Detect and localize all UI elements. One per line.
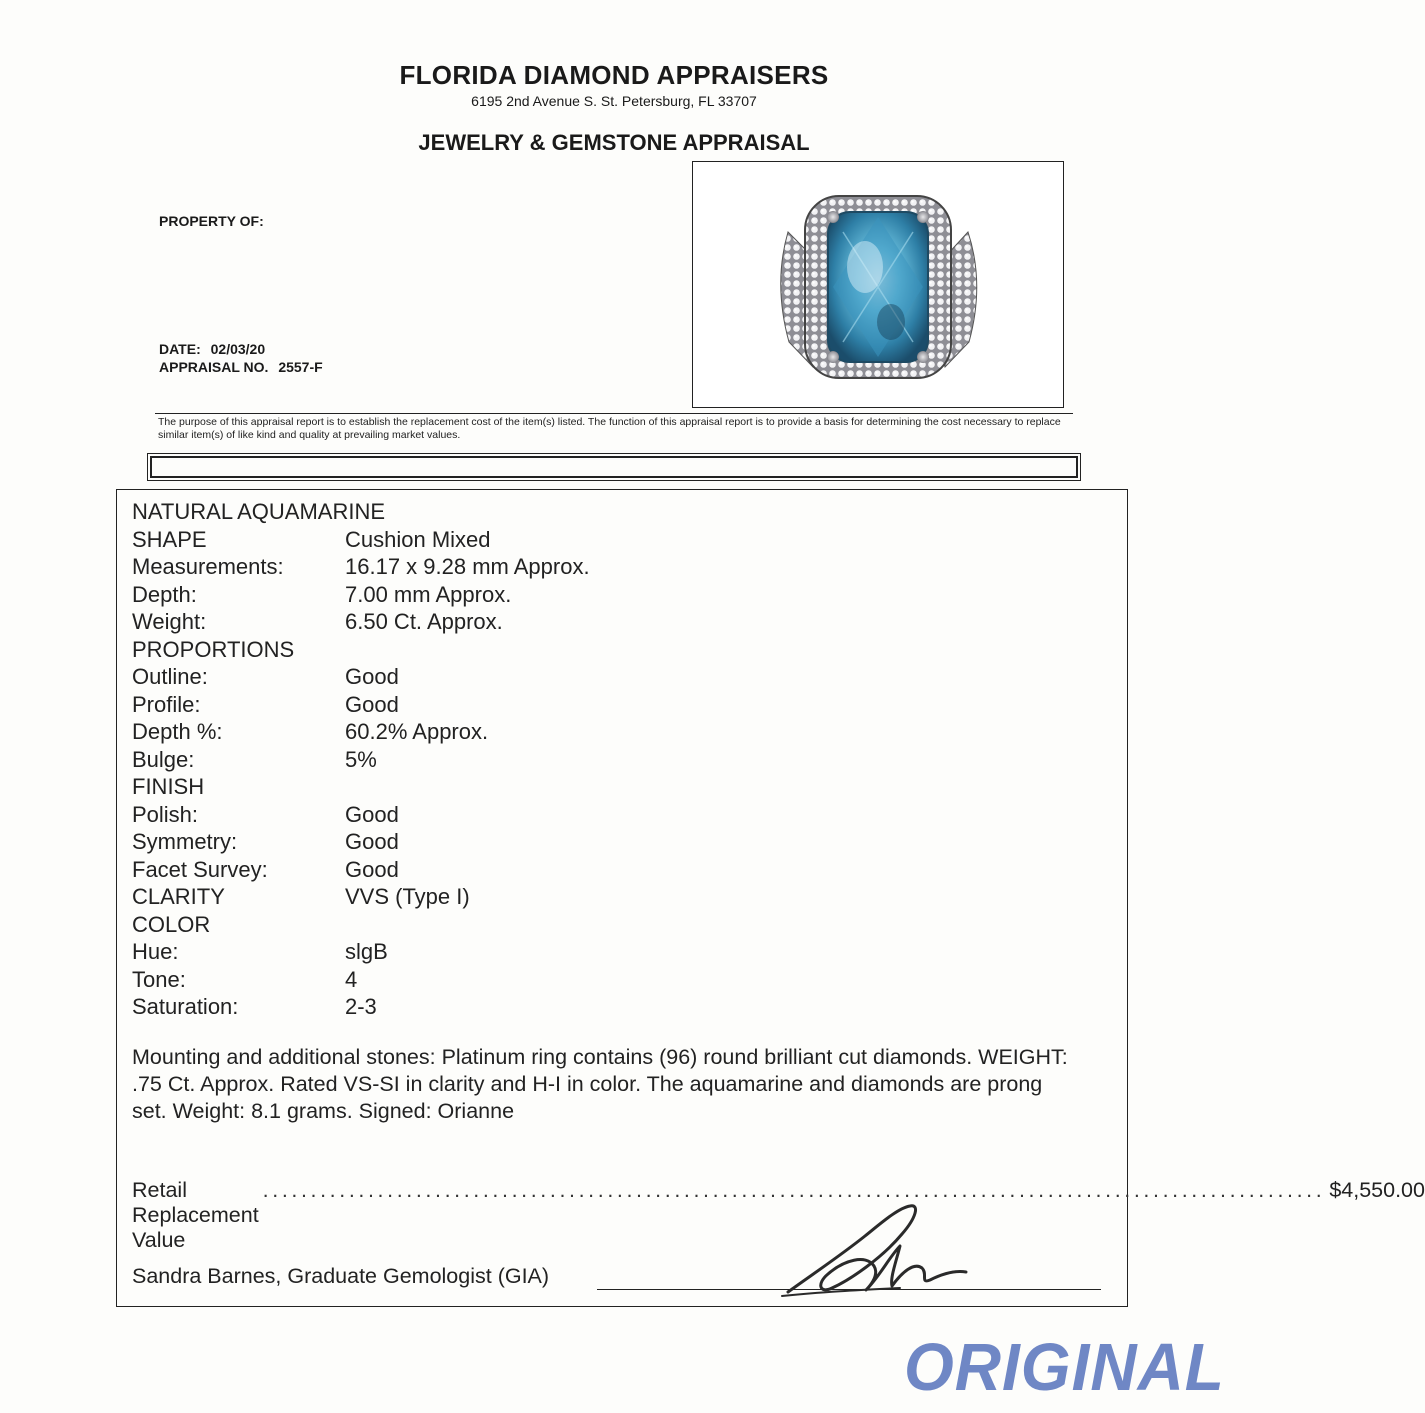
spec-row — [132, 911, 832, 939]
spec-label: FINISH — [132, 774, 205, 799]
spec-row — [132, 553, 832, 581]
spec-label: Facet Survey: — [132, 856, 268, 882]
spec-label: Bulge: — [132, 746, 195, 772]
spec-label: SHAPE — [132, 526, 207, 552]
ring-photo-icon — [693, 162, 1063, 407]
company-address: 6195 2nd Avenue S. St. Petersburg, FL 33707 — [471, 93, 757, 109]
spec-value: 60.2% Approx. — [345, 719, 489, 744]
spec-row — [132, 498, 832, 526]
handwritten-signature — [770, 1196, 980, 1306]
spec-value: Good — [345, 691, 399, 717]
spec-label: CLARITY — [132, 884, 225, 909]
appraisal-number-line — [159, 359, 323, 375]
spec-row — [132, 608, 832, 636]
spec-label: Profile: — [132, 691, 201, 717]
spec-row — [132, 746, 832, 774]
spec-row — [132, 636, 832, 664]
spec-value: VVS (Type I) — [345, 884, 470, 909]
date-line — [159, 341, 265, 357]
company-name: FLORIDA DIAMOND APPRAISERS — [399, 60, 829, 90]
date-value: 02/03/20 — [210, 341, 266, 357]
spec-label: COLOR — [132, 911, 211, 937]
spec-row — [132, 966, 832, 994]
purpose-divider — [155, 413, 1073, 414]
spec-value: Good — [345, 829, 399, 854]
spec-label: Measurements: — [132, 554, 284, 579]
gemstone-specifications — [132, 498, 832, 1021]
spec-label: Depth %: — [132, 719, 223, 744]
spec-label: Tone: — [132, 966, 186, 992]
spec-label: NATURAL AQUAMARINE — [132, 499, 386, 524]
purpose-statement: The purpose of this appraisal report is to establish the replacement cost of the item(s) listed. The function of this appraisal report is to provide a basis for determining the cost necessary to replace similar item(s) of like kind and quality at prevailing market values. — [158, 416, 1061, 441]
spec-value: Good — [345, 664, 399, 689]
spec-value: slgB — [345, 939, 388, 964]
appraisal-number-value: 2557-F — [278, 359, 323, 375]
spec-value: 4 — [345, 966, 358, 992]
spec-value: 5% — [345, 746, 377, 772]
spec-row — [132, 691, 832, 719]
document-title: JEWELRY & GEMSTONE APPRAISAL — [418, 130, 810, 155]
appraiser-name: Sandra Barnes, Graduate Gemologist (GIA) — [132, 1264, 550, 1288]
spec-label: Depth: — [132, 581, 197, 607]
property-of-label: PROPERTY OF: — [159, 213, 264, 229]
value-label: Retail Replacement Value — [132, 1178, 259, 1252]
spec-value: Good — [345, 856, 399, 882]
spec-value: 6.50 Ct. Approx. — [345, 609, 503, 634]
spec-row — [132, 581, 832, 609]
original-stamp: ORIGINAL — [904, 1329, 1225, 1405]
spec-label: PROPORTIONS — [132, 636, 295, 662]
spec-label: Symmetry: — [132, 829, 238, 854]
spec-label: Weight: — [132, 609, 207, 634]
spec-row — [132, 938, 832, 966]
spec-value: 2-3 — [345, 994, 377, 1019]
spec-value: Good — [345, 801, 399, 827]
leader-dots: ............................................................................................................... — [262, 1178, 1326, 1202]
mounting-description: Mounting and additional stones: Platinum ring contains (96) round brilliant cut diamonds. WEIGHT: .75 Ct. Approx. Rated VS-SI in clarity and H-I in color. The aquamarine and diamonds are prong set. Weight: 8.1 grams. Signed: Orianne — [132, 1045, 1068, 1123]
spec-label: Outline: — [132, 664, 208, 689]
ring-photo-frame — [692, 161, 1064, 408]
item-name-box — [150, 456, 1078, 478]
spec-row — [132, 526, 832, 554]
spec-row — [132, 883, 832, 911]
spec-row — [132, 856, 832, 884]
spec-label: Hue: — [132, 939, 179, 964]
value-amount: $4,550.00 — [1329, 1178, 1425, 1202]
spec-row — [132, 773, 832, 801]
spec-row — [132, 828, 832, 856]
spec-row — [132, 663, 832, 691]
spec-label: Polish: — [132, 801, 199, 827]
spec-value: Cushion Mixed — [345, 526, 491, 552]
spec-row — [132, 718, 832, 746]
date-label: DATE: — [159, 341, 201, 357]
spec-value: 7.00 mm Approx. — [345, 581, 512, 607]
appraisal-number-label: APPRAISAL NO. — [159, 359, 269, 375]
spec-value: 16.17 x 9.28 mm Approx. — [345, 554, 590, 579]
spec-label: Saturation: — [132, 994, 239, 1019]
spec-row — [132, 801, 832, 829]
spec-row — [132, 993, 832, 1021]
